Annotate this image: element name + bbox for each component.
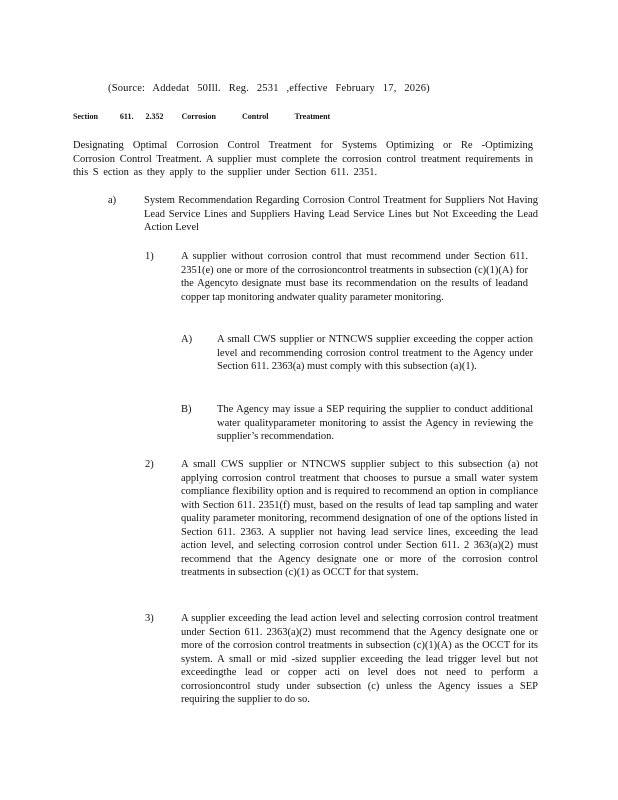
section-title-word-1: Corrosion <box>181 112 216 121</box>
section-id: 611. <box>119 112 134 121</box>
subsection-a-label: a) <box>108 195 117 206</box>
section-title-word-2: Control <box>241 112 269 121</box>
item-1A-text: A small CWS supplier or NTNCWS supplier exceeding the copper action level and recommending corrosion control treatment to the Agency under Section 611. 2363(a) must comply with this subsection (a)(1). <box>217 334 533 372</box>
section-label: Section <box>73 112 98 121</box>
item-3-label: 3) <box>145 613 154 624</box>
item-2-label: 2) <box>145 459 154 470</box>
item-1B-text: The Agency may issue a SEP requiring the supplier to conduct additional water qualityparameter monitoring to assist the Agency in reviewing the supplier’s recommendation. <box>217 404 533 442</box>
section-title-word-3: Treatment <box>294 112 331 121</box>
subsection-a-heading: System Recommendation Regarding Corrosion Control Treatment for Suppliers Not Having Lead Service Lines and Suppliers Having Lead Service Lines but Not Exceeding the Lead Action Level <box>144 195 538 233</box>
source-note: (Source: Addedat 50Ill. Reg. 2531 ,effective February 17, 2026) <box>108 83 430 94</box>
item-1B-label: B) <box>181 404 192 415</box>
item-3-text: A supplier exceeding the lead action level and selecting corrosion control treatment under Section 611. 2363(a)(2) must recommend that the Agency designate one or more of the corrosion control treatments in subsection (c)(1)(A) as the OCCT for its system. A small or mid -sized supplier exceeding the lead trigger level but not exceedingthe lead or copper acti on level does not need to perform a corrosioncontrol study under subsection (c) unless the Agency issues a SEP requiring the supplier to do so. <box>181 613 538 705</box>
item-2-text: A small CWS supplier or NTNCWS supplier subject to this subsection (a) not applying corrosion control treatment that chooses to pursue a small water system compliance flexibility option and is required to recommend an option in compliance with Section 611. 2351(f) must, based on the results of lead tap sampling and water quality parameter monitoring, recommend designation of one of the options listed in Section 611. 2363. A supplier not having lead service lines, exceeding the lead action level, and selecting corrosion control under Section 611. 2 363(a)(2) must recommend that the Agency designate one or more of the corrosion control treatments in subsection (c)(1) as OCCT for that system. <box>181 459 538 578</box>
section-sub: 2.352 <box>145 112 164 121</box>
item-1A-label: A) <box>181 334 193 345</box>
intro-paragraph: Designating Optimal Corrosion Control Treatment for Systems Optimizing or Re -Optimizing Corrosion Control Treatment. A supplier must complete the corrosion control treatment requirements in this S ection as they apply to the supplier under Section 611. 2351. <box>73 140 533 178</box>
section-heading <box>73 112 330 121</box>
item-1-label: 1) <box>145 251 154 262</box>
item-1-text: A supplier without corrosion control that must recommend under Section 611. 2351(e) one or more of the corrosioncontrol treatments in subsection (c)(1)(A) for the Agencyto designate must base its recommendation on the results of leadand copper tap monitoring andwater quality parameter monitoring. <box>181 251 528 303</box>
